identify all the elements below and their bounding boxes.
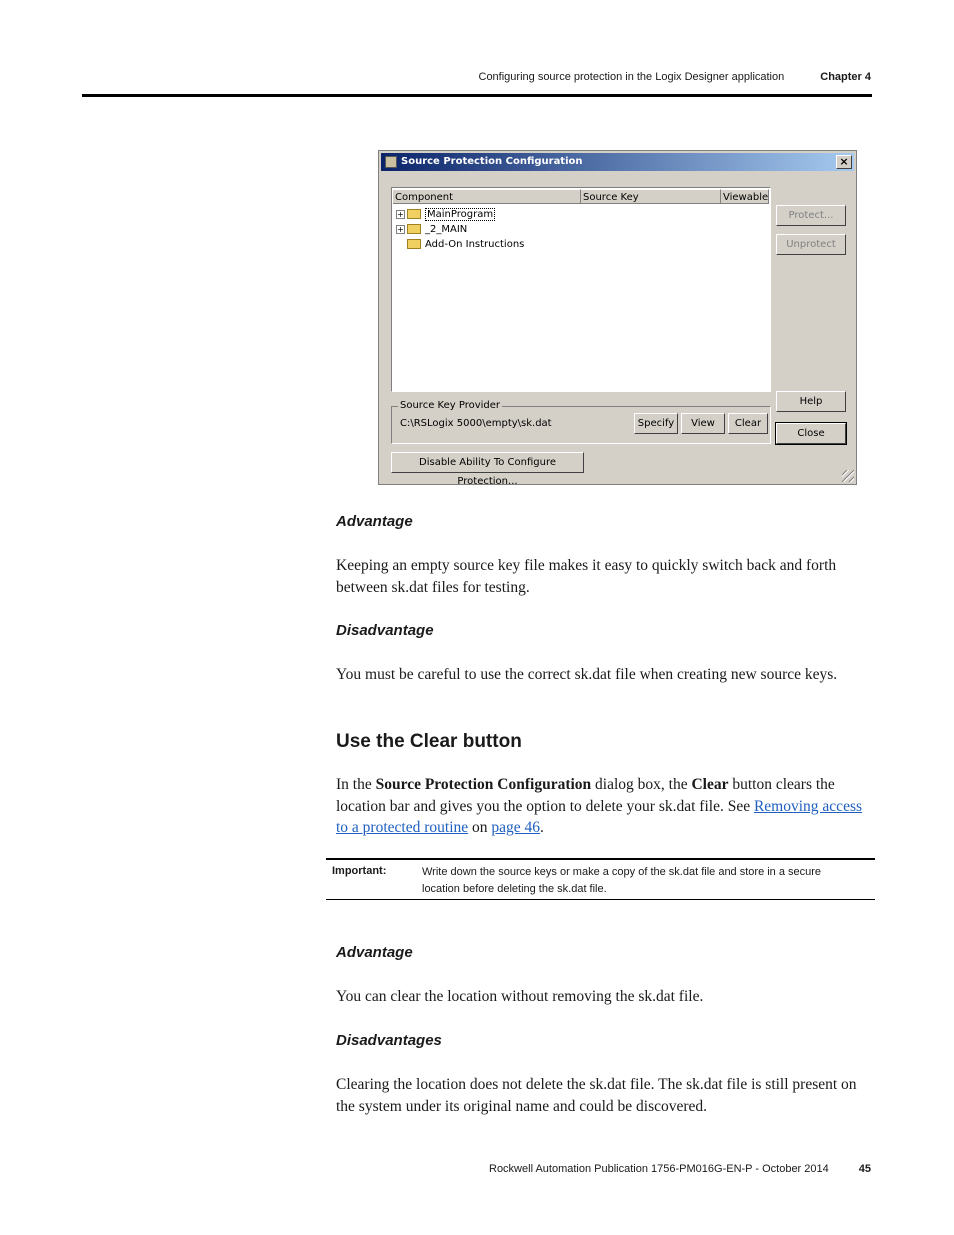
dialog-title: Source Protection Configuration <box>401 156 583 167</box>
column-header-component[interactable]: Component <box>393 189 581 204</box>
clear-button[interactable]: Clear <box>728 413 768 434</box>
expand-icon[interactable]: + <box>397 224 404 234</box>
header-section-title: Configuring source protection in the Logix Designer application <box>478 71 785 83</box>
dialog-app-icon <box>385 156 397 168</box>
expand-icon[interactable]: + <box>397 209 404 219</box>
header-rule <box>82 94 872 97</box>
tree-item[interactable] <box>396 207 495 222</box>
source-protection-dialog <box>378 150 857 485</box>
header-chapter: Chapter 4 <box>820 71 871 83</box>
clear-button-heading: Use the Clear button <box>336 731 522 752</box>
disadvantages-heading: Disadvantages <box>336 1032 442 1049</box>
important-note <box>326 858 875 900</box>
list-column-headers <box>393 189 769 204</box>
component-list[interactable] <box>391 187 771 392</box>
text-run: dialog box, the <box>591 776 692 793</box>
important-text: Write down the source keys or make a copy of the sk.dat file and store in a secure location before deleting the sk.dat file. <box>422 866 822 895</box>
text-run: . <box>540 819 544 836</box>
clear-button-paragraph <box>336 774 866 839</box>
disadvantage-text: You must be careful to use the correct sk.dat file when creating new source keys. <box>336 666 838 683</box>
resize-grip-icon[interactable] <box>842 470 854 482</box>
important-label: Important: <box>332 865 387 877</box>
source-key-provider-group <box>391 400 771 444</box>
help-button[interactable]: Help <box>776 391 846 412</box>
removing-access-link[interactable]: Removing access to a protected routine <box>336 797 863 836</box>
page-number: 45 <box>858 1163 871 1175</box>
advantage-heading-2: Advantage <box>336 944 413 961</box>
advantage-text-2: You can clear the location without removing the sk.dat file. <box>336 988 704 1005</box>
folder-icon <box>407 239 421 249</box>
specify-button[interactable]: Specify <box>634 413 678 434</box>
column-header-viewable[interactable]: Viewable <box>721 189 769 204</box>
page-46-link[interactable]: page 46 <box>491 819 541 836</box>
unprotect-button[interactable]: Unprotect <box>776 234 846 255</box>
advantage-text: Keeping an empty source key file makes it easy to quickly switch back and forth between sk.dat files for testing. <box>336 557 837 596</box>
disadvantage-heading: Disadvantage <box>336 622 434 639</box>
disadvantages-text: Clearing the location does not delete the sk.dat file. The sk.dat file is still present on the system under its original name and could be discovered. <box>336 1076 857 1115</box>
tree-item-label: Add-On Instructions <box>425 239 525 250</box>
footer-publication: Rockwell Automation Publication 1756-PM016G-EN-P - October 2014 <box>489 1163 829 1175</box>
tree-item[interactable] <box>396 237 524 252</box>
column-header-source-key[interactable]: Source Key <box>581 189 721 204</box>
tree-item-label: MainProgram <box>427 209 494 220</box>
text-run: button clears the location bar and gives you the option to delete your sk.dat file. See <box>336 776 835 815</box>
running-header <box>479 71 872 83</box>
tree-connector <box>396 240 405 249</box>
text-run: on <box>468 819 492 836</box>
text-run: In the <box>336 776 376 793</box>
tree-item-label: _2_MAIN <box>425 224 468 235</box>
page-footer <box>489 1163 871 1175</box>
provider-label: Source Key Provider <box>400 400 501 411</box>
disable-protection-button[interactable]: Disable Ability To Configure Protection... <box>391 452 584 473</box>
view-button[interactable]: View <box>681 413 725 434</box>
tree-item[interactable] <box>396 222 467 237</box>
provider-path: C:\RSLogix 5000\empty\sk.dat <box>400 418 552 429</box>
clear-bold: Clear <box>691 776 729 793</box>
dialog-title-bar[interactable] <box>381 153 854 171</box>
folder-icon <box>407 224 421 234</box>
close-button[interactable]: Close <box>776 423 846 444</box>
advantage-heading: Advantage <box>336 513 413 530</box>
dialog-name-bold: Source Protection Configuration <box>375 776 592 793</box>
folder-icon <box>407 209 421 219</box>
dialog-close-icon[interactable]: × <box>836 155 852 169</box>
protect-button[interactable]: Protect... <box>776 205 846 226</box>
